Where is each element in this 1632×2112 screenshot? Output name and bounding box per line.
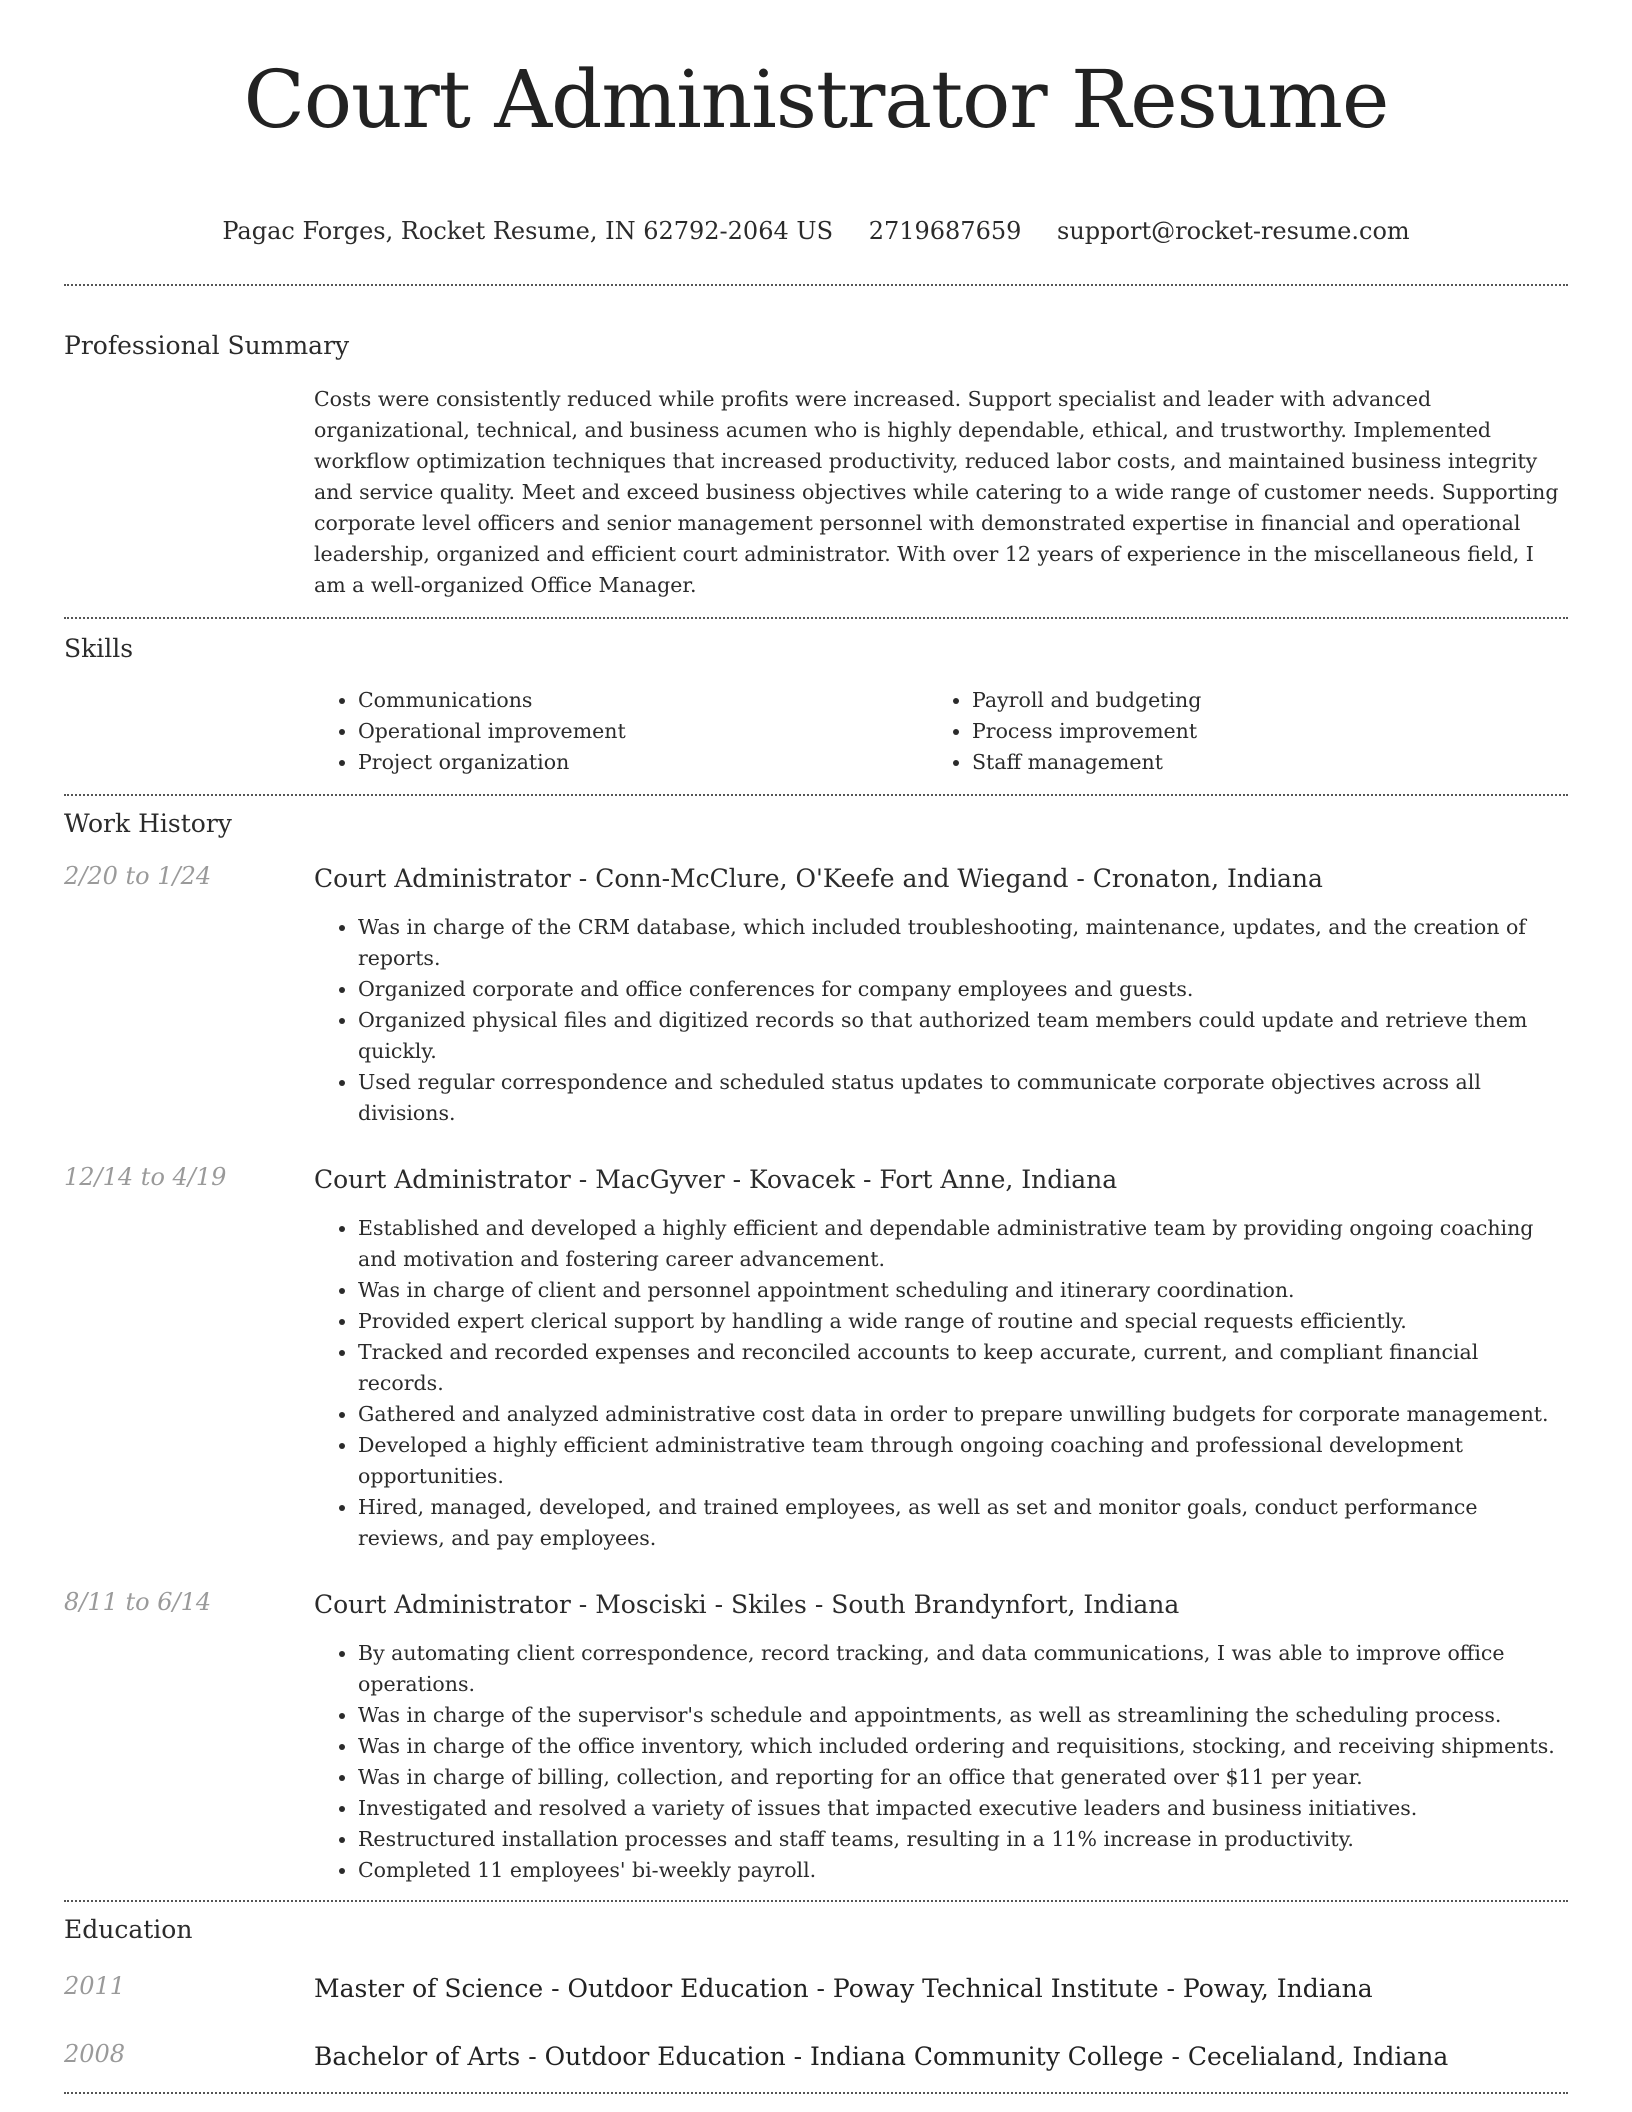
summary-text: Costs were consistently reduced while profits were increased. Support specialist and leader with advanced organizational, technical, and business acumen who is highly dependable, ethical, and trustworthy. Implemented workflow optimization techniques that increased productivity, reduced labor costs, and maintained business integrity and service quality. Meet and exceed business objectives while catering to a wide range of customer needs. Supporting corporate level officers and senior management personnel with demonstrated expertise in financial and operational leadership, organized and efficient court administrator. With over 12 years of experience in the miscellaneous field, I am a well-organized Office Manager. <box>314 387 1559 597</box>
list-item: • Used regular correspondence and scheduled status updates to communicate corporate objectives across all divisions. <box>358 1067 1568 1129</box>
list-item: • Was in charge of the office inventory, which included ordering and requisitions, stocking, and receiving shipments. <box>358 1731 1568 1762</box>
resume-title: Court Administrator Resume <box>243 53 1389 146</box>
education-section <box>64 1902 1568 2074</box>
skills-column-left <box>314 685 928 778</box>
job-dates: 8/11 to 6/14 <box>64 1588 212 1616</box>
contact-email: support@rocket-resume.com <box>1057 217 1410 245</box>
list-item: • Operational improvement <box>358 716 928 747</box>
skills-section <box>64 619 1568 778</box>
education-title: Master of Science - Outdoor Education - Poway Technical Institute - Poway, Indiana <box>314 1974 1373 2003</box>
education-heading: Education <box>64 1915 193 1944</box>
education-year: 2011 <box>64 1972 126 2000</box>
list-item: • Payroll and budgeting <box>972 685 1542 716</box>
contact-address: Pagac Forges, Rocket Resume, IN 62792-2064 US <box>222 217 834 245</box>
list-item: • Developed a highly efficient administrative team through ongoing coaching and professional development opportunities. <box>358 1430 1568 1492</box>
list-item: • Was in charge of client and personnel appointment scheduling and itinerary coordination. <box>358 1275 1568 1306</box>
list-item: • Established and developed a highly efficient and dependable administrative team by providing ongoing coaching and motivation and fostering career advancement. <box>358 1213 1568 1275</box>
job-title: Court Administrator - Conn-McClure, O'Keefe and Wiegand - Cronaton, Indiana <box>314 864 1323 893</box>
job-title: Court Administrator - Mosciski - Skiles - South Brandynfort, Indiana <box>314 1590 1180 1619</box>
list-item: • Staff management <box>972 747 1542 778</box>
job-entry <box>64 862 1568 1129</box>
list-item: • Hired, managed, developed, and trained employees, as well as set and monitor goals, conduct performance reviews, and pay employees. <box>358 1492 1568 1554</box>
education-entry <box>64 1972 1568 2006</box>
job-entry <box>64 1588 1568 1886</box>
list-item: • Was in charge of the supervisor's schedule and appointments, as well as streamlining the scheduling process. <box>358 1700 1568 1731</box>
contact-phone: 2719687659 <box>868 217 1022 245</box>
skills-column-right <box>928 685 1542 778</box>
list-item: • Process improvement <box>972 716 1542 747</box>
list-item: • Gathered and analyzed administrative cost data in order to prepare unwilling budgets for corporate management. <box>358 1399 1568 1430</box>
work-section <box>64 796 1568 1886</box>
list-item: • Was in charge of the CRM database, which included troubleshooting, maintenance, updates, and the creation of reports. <box>358 912 1568 974</box>
job-entry <box>64 1163 1568 1554</box>
job-bullets <box>314 1213 1568 1554</box>
education-title: Bachelor of Arts - Outdoor Education - Indiana Community College - Cecelialand, Indiana <box>314 2042 1449 2071</box>
list-item: • Organized corporate and office conferences for company employees and guests. <box>358 974 1568 1005</box>
list-item: • Investigated and resolved a variety of issues that impacted executive leaders and business initiatives. <box>358 1793 1568 1824</box>
list-item: • Restructured installation processes and staff teams, resulting in a 11% increase in productivity. <box>358 1824 1568 1855</box>
list-item: • Provided expert clerical support by handling a wide range of routine and special requests efficiently. <box>358 1306 1568 1337</box>
job-bullets <box>314 1638 1568 1886</box>
summary-section <box>64 286 1568 601</box>
job-dates: 2/20 to 1/24 <box>64 862 212 890</box>
skills-list <box>314 685 1568 778</box>
skills-heading: Skills <box>64 634 134 663</box>
list-item: • Completed 11 employees' bi-weekly payroll. <box>358 1855 1568 1886</box>
education-divider <box>64 2092 1568 2094</box>
list-item: • Tracked and recorded expenses and reconciled accounts to keep accurate, current, and compliant financial records. <box>358 1337 1568 1399</box>
list-item: • Project organization <box>358 747 928 778</box>
job-bullets <box>314 912 1568 1129</box>
list-item: • Was in charge of billing, collection, and reporting for an office that generated over $11 per year. <box>358 1762 1568 1793</box>
list-item: • By automating client correspondence, record tracking, and data communications, I was able to improve office operations. <box>358 1638 1568 1700</box>
list-item: • Communications <box>358 685 928 716</box>
summary-heading: Professional Summary <box>64 331 350 360</box>
work-heading: Work History <box>64 809 232 838</box>
job-title: Court Administrator - MacGyver - Kovacek - Fort Anne, Indiana <box>314 1165 1118 1194</box>
contact-line <box>64 216 1568 246</box>
education-entry <box>64 2040 1568 2074</box>
education-year: 2008 <box>64 2040 126 2068</box>
list-item: • Organized physical files and digitized records so that authorized team members could update and retrieve them quickly. <box>358 1005 1568 1067</box>
job-dates: 12/14 to 4/19 <box>64 1163 227 1191</box>
